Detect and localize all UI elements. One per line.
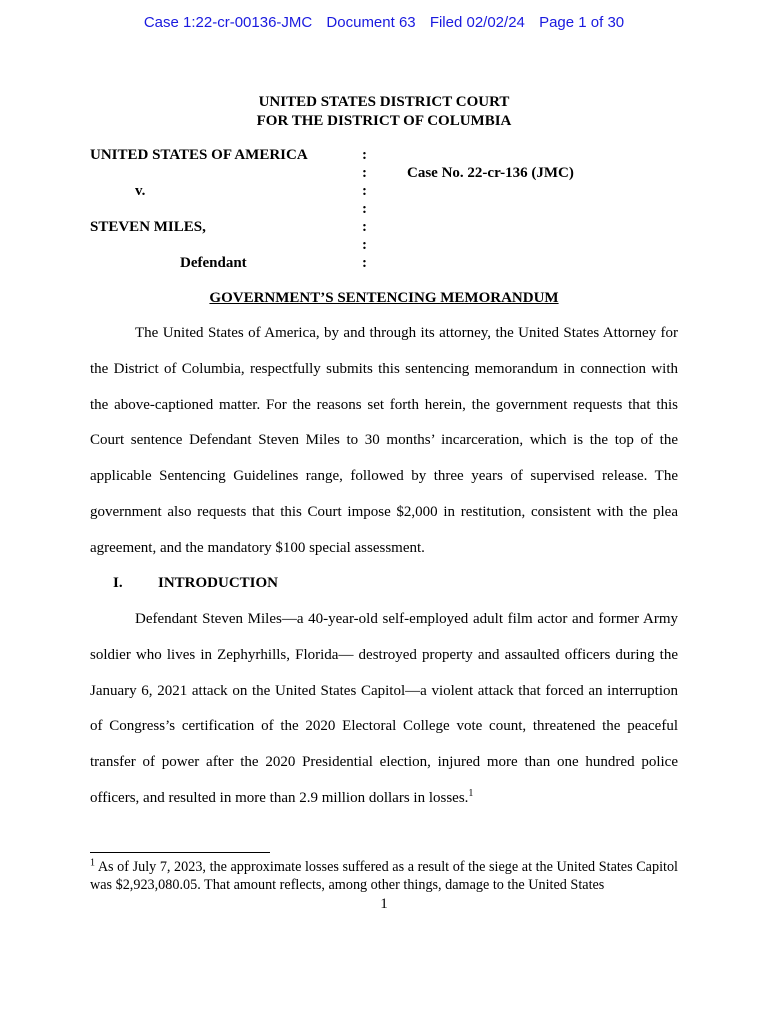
page-number: 1 — [380, 896, 388, 912]
header-page-count: Page 1 of 30 — [539, 14, 625, 31]
court-title — [0, 93, 768, 131]
header-filed-date: Filed 02/02/24 — [429, 14, 525, 31]
caption-plaintiff: UNITED STATES OF AMERICA — [90, 147, 308, 163]
caption-colon: : — [362, 237, 367, 253]
footnote-marker: 1 — [90, 857, 95, 869]
body-paragraph — [90, 602, 678, 817]
caption-colon: : — [362, 147, 367, 163]
body-paragraph-text: Defendant Steven Miles—a 40-year-old self-employed adult film actor and former Army soldier who lives in Zephyrhills, Florida— destroyed property and assaulted officers during the January 6, 2021 attack on the United States Capitol—a violent attack that forced an interruption of Congress’s certification of the 2020 Electoral College vote count, threatened the peaceful transfer of power after the 2020 Presidential election, injured more than one hundred police officers, and resulted in more than 2.9 million dollars in losses. — [90, 611, 678, 806]
ecf-header — [0, 14, 768, 31]
header-document-number: Document 63 — [326, 14, 416, 31]
caption-defendant-role: Defendant — [180, 255, 247, 271]
footnote — [90, 858, 678, 894]
footnote-text: As of July 7, 2023, the approximate losses suffered as a result of the siege at the United States Capitol was $2,923,080.05. That amount reflects, among other things, damage to the United States — [90, 859, 678, 893]
intro-paragraph: The United States of America, by and through its attorney, the United States Attorney for the District of Columbia, respectfully submits this sentencing memorandum in connection with the above-captioned matter. For the reasons set forth herein, the government requests that this Court sentence Defendant Steven Miles to 30 months’ incarceration, which is the top of the applicable Sentencing Guidelines range, followed by three years of supervised release. The government also requests that this Court impose $2,000 in restitution, consistent with the plea agreement, and the mandatory $100 special assessment. — [90, 325, 678, 556]
footnote-reference[interactable]: 1 — [468, 787, 474, 799]
caption-colon: : — [362, 201, 367, 217]
caption-colon: : — [362, 255, 367, 271]
court-title-line1: UNITED STATES DISTRICT COURT — [258, 94, 510, 110]
header-case-number: Case 1:22-cr-00136-JMC — [143, 14, 313, 31]
caption-defendant-name: STEVEN MILES, — [90, 219, 206, 235]
case-caption — [90, 147, 690, 277]
court-title-line2: FOR THE DISTRICT OF COLUMBIA — [256, 113, 512, 129]
caption-case-number: Case No. 22-cr-136 (JMC) — [407, 165, 574, 181]
section-title: INTRODUCTION — [158, 575, 279, 591]
section-number: I. — [113, 575, 123, 591]
section-heading — [113, 575, 278, 592]
caption-versus: v. — [135, 183, 146, 199]
footnote-divider — [90, 852, 270, 853]
caption-colon: : — [362, 183, 367, 199]
caption-colon: : — [362, 219, 367, 235]
memorandum-title: GOVERNMENT’S SENTENCING MEMORANDUM — [209, 290, 559, 306]
caption-colon: : — [362, 165, 367, 181]
